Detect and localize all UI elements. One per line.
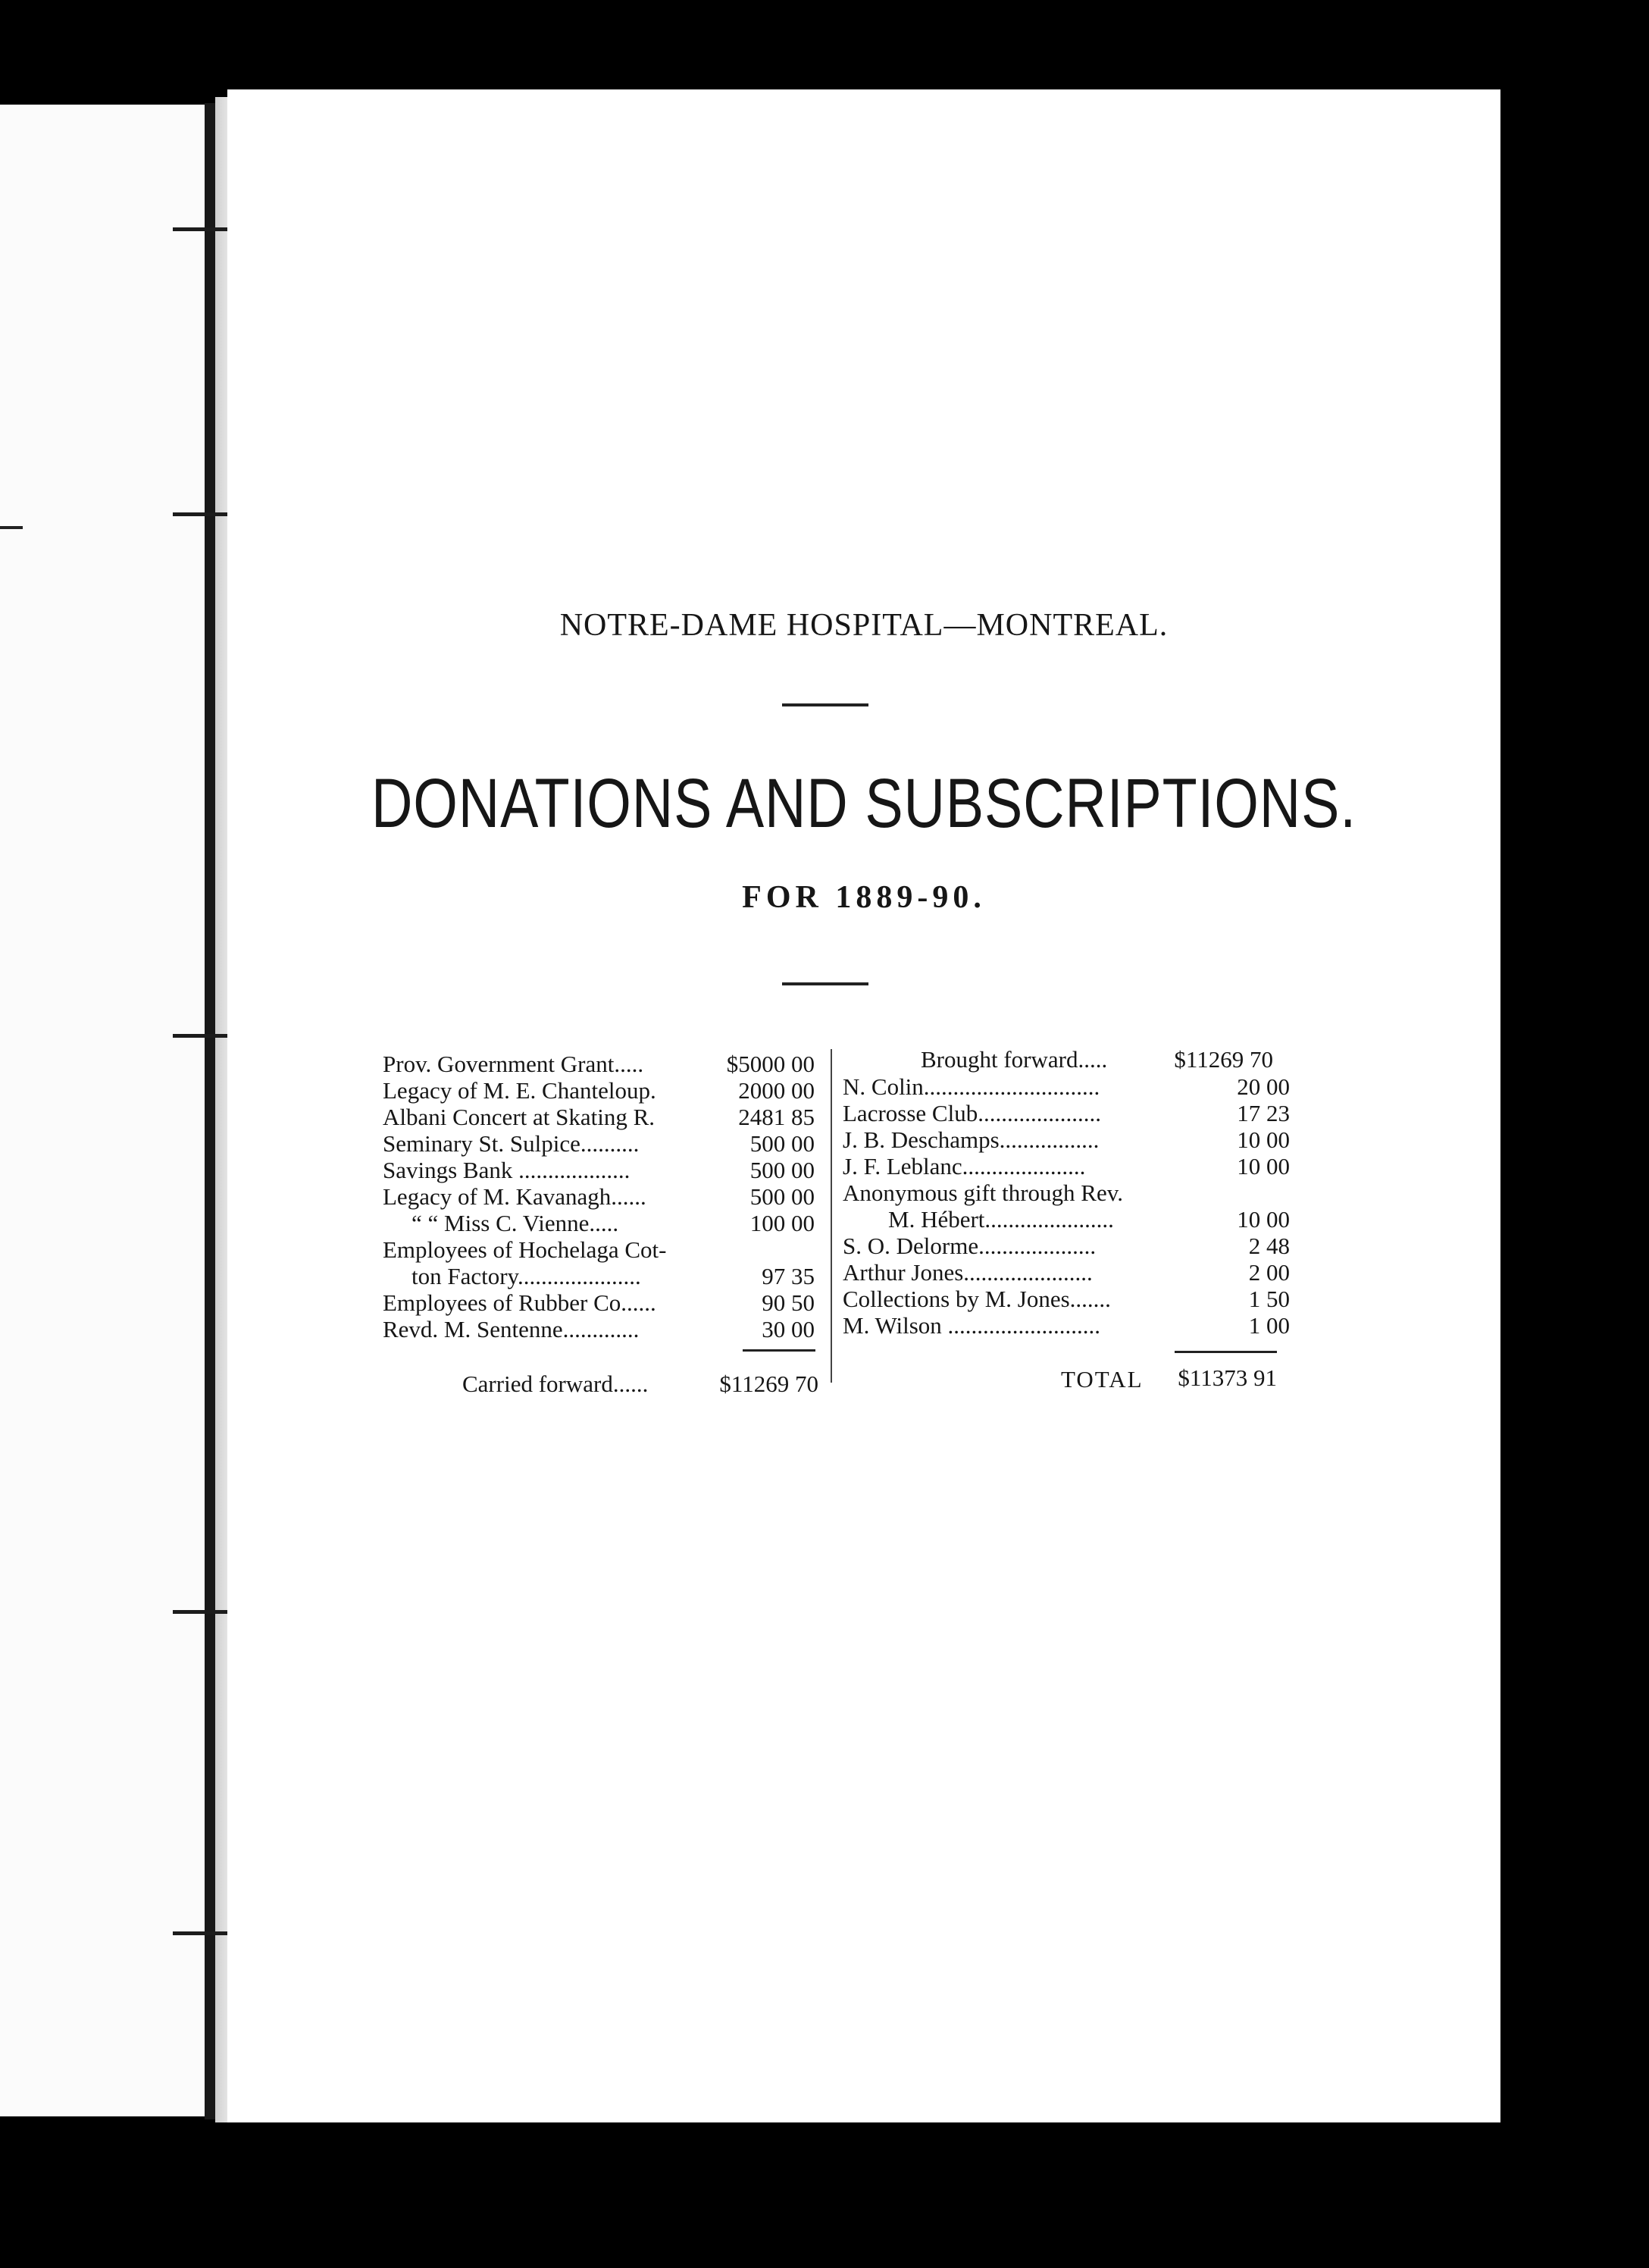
brought-forward-label: Brought forward..... [921,1046,1108,1073]
donor-name: S. O. Delorme.................... [843,1233,1097,1259]
ledger-row [383,1289,822,1316]
donor-name: Legacy of M. E. Chanteloup. [383,1077,656,1104]
donation-amount: 10 00 [1237,1153,1290,1179]
document-page [227,89,1500,2122]
donor-name: “ “ Miss C. Vienne..... [411,1210,619,1236]
ledger-row [383,1157,822,1183]
ledger-row [843,1233,1297,1259]
donor-name: M. Wilson .......................... [843,1312,1101,1339]
donation-amount: 1 00 [1248,1312,1290,1339]
donation-amount: 500 00 [749,1157,815,1183]
ledger-row [383,1263,822,1289]
donation-amount: 500 00 [749,1130,815,1157]
ledger-row [843,1073,1297,1100]
donation-amount: 30 00 [762,1316,815,1342]
ledger-row [383,1104,822,1130]
donor-name: Revd. M. Sentenne............. [383,1316,640,1342]
donation-amount: 10 00 [1237,1206,1290,1233]
donor-name: Legacy of M. Kavanagh...... [383,1183,646,1210]
donor-name: Savings Bank ................... [383,1157,630,1183]
divider-rule [782,703,868,706]
ledger-row [843,1206,1297,1233]
donor-name: Prov. Government Grant..... [383,1051,644,1077]
donation-amount: 2 00 [1248,1259,1290,1286]
page-title: DONATIONS AND SUBSCRIPTIONS. [371,765,1357,842]
donation-amount: $5000 00 [726,1051,815,1077]
donor-name: Collections by M. Jones....... [843,1286,1111,1312]
donor-name: Lacrosse Club..................... [843,1100,1101,1126]
donor-name: J. F. Leblanc..................... [843,1153,1086,1179]
left-page [0,105,221,2116]
ledger-row [843,1312,1297,1339]
page-mark [0,526,23,529]
ledger-row [383,1316,822,1342]
ledger-row [843,1259,1297,1286]
column-divider [831,1049,832,1383]
divider-rule [782,982,868,985]
ledger-row [383,1051,822,1077]
donor-name: J. B. Deschamps................. [843,1126,1100,1153]
ledger-row [843,1179,1297,1206]
donation-amount: 20 00 [1237,1073,1290,1100]
ledger-row [843,1153,1297,1179]
ledger-row [383,1130,822,1157]
ledger-row [843,1126,1297,1153]
donation-amount: 17 23 [1237,1100,1290,1126]
donor-name: Seminary St. Sulpice.......... [383,1130,640,1157]
book-binding [205,103,215,2119]
brought-forward-amount: $11269 70 [1174,1046,1273,1073]
ledger-row [383,1236,822,1263]
donor-name: Employees of Hochelaga Cot- [383,1236,667,1263]
total-label: TOTAL [1061,1366,1144,1392]
carried-forward-amount: $11269 70 [719,1371,818,1397]
donation-amount: 2481 85 [738,1104,815,1130]
donation-amount: 97 35 [762,1263,815,1289]
donation-amount: 2 48 [1248,1233,1290,1259]
total-amount: $11373 91 [1178,1364,1277,1391]
donor-name: Albani Concert at Skating R. [383,1104,656,1130]
ledger-row [843,1100,1297,1126]
ledger-row [383,1183,822,1210]
donation-amount: 100 00 [749,1210,815,1236]
donor-name: M. Hébert...................... [888,1206,1114,1233]
carried-forward-label: Carried forward...... [462,1371,649,1397]
donor-name: N. Colin.............................. [843,1073,1100,1100]
left-ledger-column [383,1051,822,1342]
donor-name: ton Factory..................... [411,1263,641,1289]
year-subtitle: FOR 1889-90. [742,880,986,915]
sum-rule [1175,1351,1277,1353]
ledger-row [383,1077,822,1104]
donation-amount: 500 00 [749,1183,815,1210]
donation-amount: 90 50 [762,1289,815,1316]
right-ledger-column [843,1073,1297,1339]
donor-name: Arthur Jones...................... [843,1259,1093,1286]
hospital-name: NOTRE-DAME HOSPITAL—MONTREAL. [559,608,1169,643]
donor-name: Employees of Rubber Co...... [383,1289,656,1316]
donation-amount: 10 00 [1237,1126,1290,1153]
donation-amount: 2000 00 [738,1077,815,1104]
ledger-row [383,1210,822,1236]
donation-amount: 1 50 [1248,1286,1290,1312]
sum-rule [743,1349,815,1352]
donor-name: Anonymous gift through Rev. [843,1179,1123,1206]
ledger-row [843,1286,1297,1312]
